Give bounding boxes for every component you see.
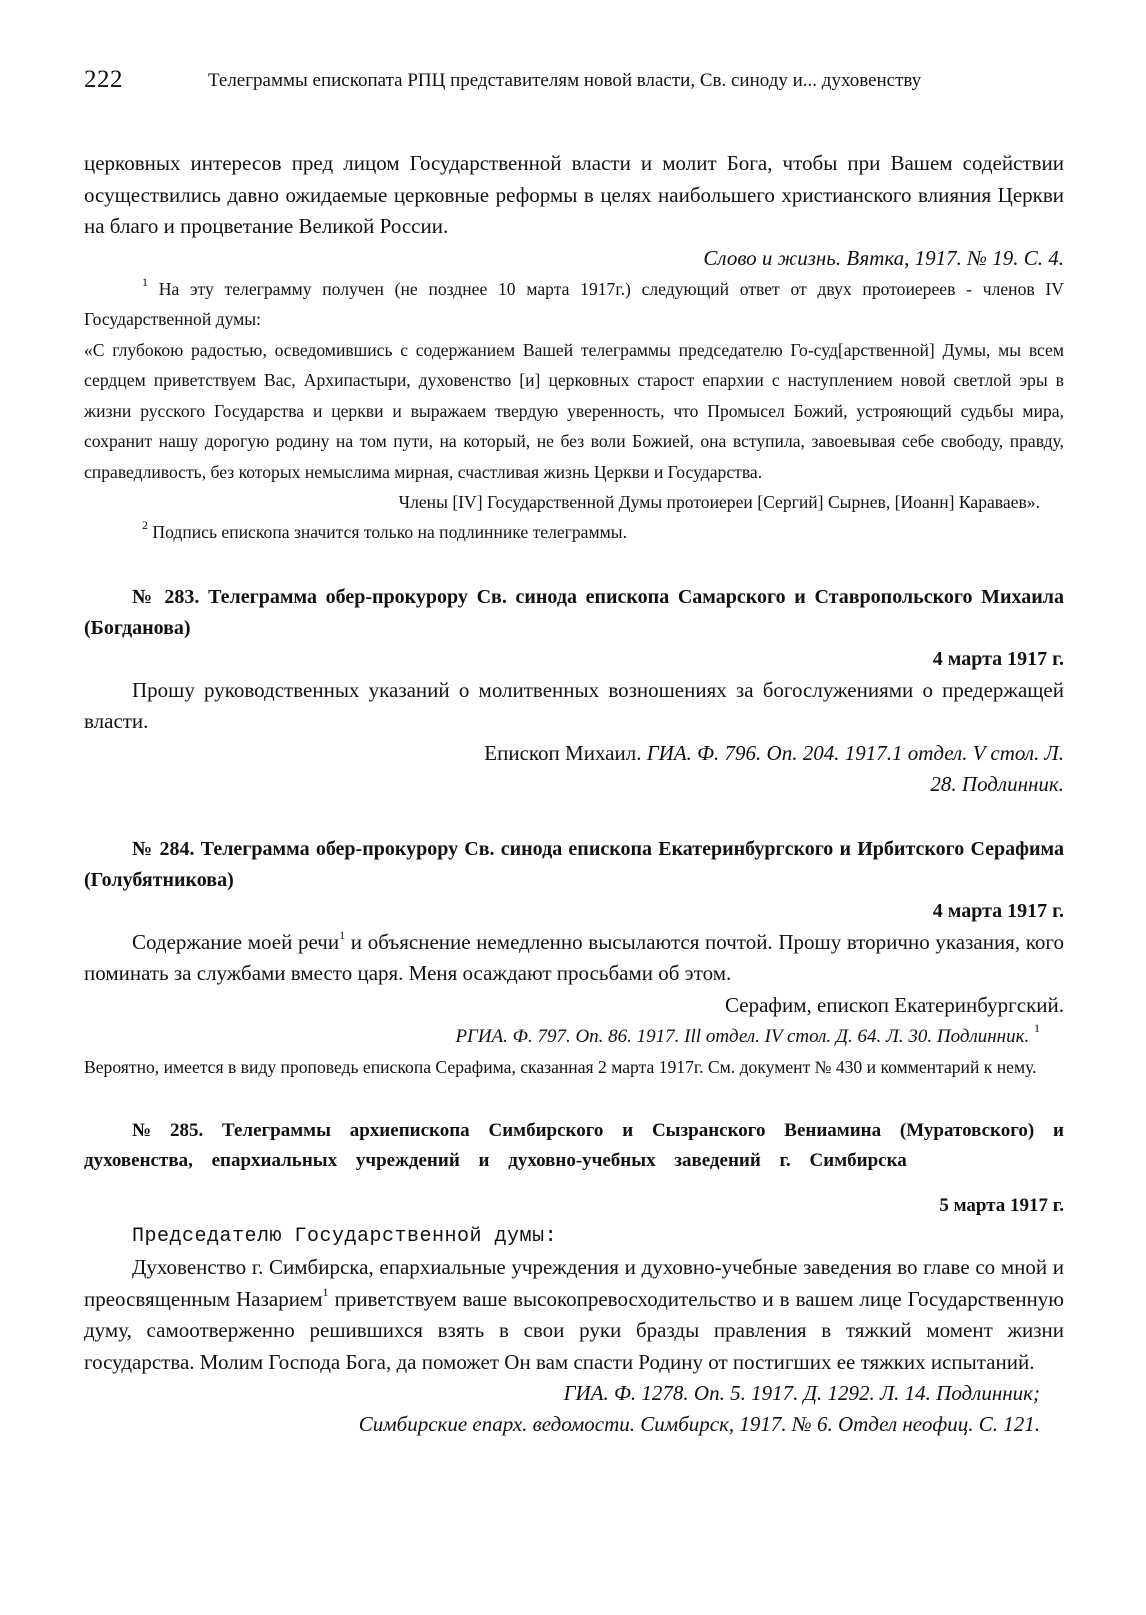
doc-284-text [84, 927, 1064, 990]
doc-284-source-mark: 1 [1034, 1021, 1040, 1036]
doc-285-source-line1: ГИА. Ф. 1278. Оп. 5. 1917. Д. 1292. Л. 14. Подлинник; [563, 1381, 1040, 1405]
document-283 [84, 582, 1064, 800]
footnote-2 [84, 517, 1064, 548]
document-285 [84, 1116, 1064, 1440]
doc-285-source [84, 1378, 1064, 1440]
doc-285-date: 5 марта 1917 г. [939, 1195, 1064, 1216]
doc-284-title: № 284. Телеграмма обер-прокурору Св. синода епископа Екатеринбургского и Ирбитского Серафима (Голубятникова) [84, 837, 1064, 891]
page-content [84, 148, 1064, 1440]
doc-283-source [84, 738, 1064, 769]
doc-285-text [84, 1252, 1064, 1378]
doc-284-source [84, 1021, 1064, 1052]
continuation-paragraph: церковных интересов пред лицом Государственной власти и молит Бога, чтобы при Вашем содействии осуществились давно ожидаемые церковные реформы в целях наибольшего христианского влияния Церкви на благо и процветание Великой России. [84, 151, 1064, 238]
doc-284-footnote: Вероятно, имеется в виду проповедь епископа Серафима, сказанная 2 марта 1917г. См. документ № 430 и комментарий к нему. [84, 1056, 1037, 1077]
doc-285-address: Председателю Государственной думы: [132, 1225, 558, 1248]
doc-284-source-text: РГИА. Ф. 797. Оп. 86. 1917. Ill отдел. IV стол. Д. 64. Л. 30. Подлинник. [455, 1025, 1030, 1047]
footnotes-previous [84, 274, 1064, 548]
footnote-1-signature: Члены [IV] Государственной Думы протоиереи [Сергий] Сырнев, [Иоанн] Караваев». [398, 492, 1040, 512]
doc-285-text-before: Духовенство г. Симбирска, епархиальные учреждения и духовно-учебные заведения во главе со мной и преосвященным Назарием [84, 1255, 1064, 1311]
doc-285-title: № 285. Телеграммы архиепископа Симбирского и Сызранского Вениамина (Муратовского) и духовенства, епархиальных учреждений и духовно-учебных заведений г. Симбирска [84, 1120, 1064, 1171]
doc-284-text-after: и объяснение немедленно высылаются почтой. Прошу вторично указания, кого поминать за службами вместо царя. Меня осаждают просьбами об этом. [84, 929, 1064, 985]
doc-285-text-mark: 1 [322, 1284, 329, 1299]
footnote-1-quote: «С глубокою радостью, осведомившись с содержанием Вашей телеграммы председателю Го-суд[арственной] Думы, мы всем сердцем приветствуем Вас, Архипастыри, духовенство [и] церковных старост епархии с наступлением новой светлой эры в жизни русского Государства и церкви и выражаем твердую уверенность, что Промысел Божий, устрояющий судьбы мира, сохранит нашу дорогую родину на том пути, на который, не без воли Божией, она вступила, завоевывая себе свободу, правду, справедливость, без которых немыслима мирная, счастливая жизнь Церкви и Государства. [84, 339, 1064, 482]
doc-283-date: 4 марта 1917 г. [932, 647, 1064, 670]
doc-285-source-line2: Симбирские епарх. ведомости. Симбирск, 1917. № 6. Отдел неофиц. С. 121. [358, 1412, 1040, 1436]
doc-283-source-line2: 28. Подлинник. [930, 771, 1064, 796]
footnote-1 [84, 274, 1064, 335]
page-number: 222 [84, 66, 123, 93]
doc-284-date: 4 марта 1917 г. [932, 899, 1064, 922]
document-284 [84, 834, 1064, 1083]
continuation-source: Слово и жизнь. Вятка, 1917. № 19. С. 4. [703, 245, 1064, 270]
running-head: Телеграммы епископата РПЦ представителям новой власти, Св. синоду и... духовенству [208, 70, 922, 91]
doc-284-text-mark: 1 [339, 927, 346, 942]
footnote-2-text: Подпись епископа значится только на подлиннике телеграммы. [152, 522, 627, 542]
doc-283-signature: Епископ Михаил. [484, 740, 642, 765]
doc-283-source-line1: ГИА. Ф. 796. Оп. 204. 1917.1 отдел. V стол. Л. [646, 740, 1064, 765]
doc-283-title: № 283. Телеграмма обер-прокурору Св. синода епископа Самарского и Ставропольского Михаила (Богданова) [84, 585, 1064, 639]
page-header [84, 66, 1064, 102]
doc-284-text-before: Содержание моей речи [132, 929, 340, 954]
doc-285-text-after: приветствуем ваше высокопревосходительство и в вашем лице Государственную думу, самоотверженно решившихся взять в свои руки бразды правления в тяжкий момент жизни государства. Молим Господа Бога, да поможет Он вам спасти Родину от постигших ее тяжких испытаний. [84, 1286, 1064, 1374]
footnote-1-mark: 1 [142, 274, 148, 289]
footnote-2-mark: 2 [142, 518, 148, 533]
doc-284-signature: Серафим, епископ Екатеринбургский. [725, 992, 1064, 1017]
doc-283-text: Прошу руководственных указаний о молитвенных возношениях за богослужениями о предержащей власти. [84, 677, 1064, 733]
footnote-1-text: На эту телеграмму получен (не позднее 10 марта 1917г.) следующий ответ от двух протоиереев - членов IV Государственной думы: [84, 278, 1064, 329]
